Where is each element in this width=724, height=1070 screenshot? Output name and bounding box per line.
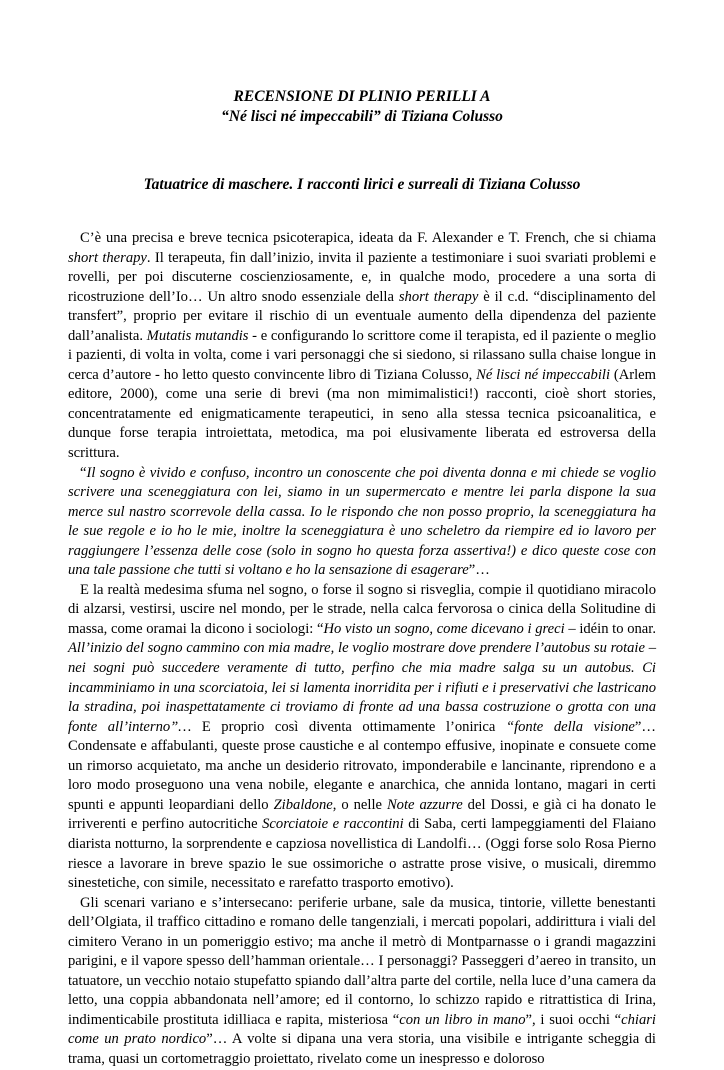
paragraph-4: Gli scenari variano e s’intersecano: periferie urbane, sale da musica, tintorie, villette benestanti dell’Olgiata, il traffico cittadino e romano delle tangenziali, i mercati popolari, addirittura i viali del cimitero Verano in un pomeriggio estivo; ma anche il metrò di Montparnasse o i grandi magazzini parigini, e il vapore spesso dell’hamman orientale… I personaggi? Passeggeri d’aereo in transito, un tatuatore, un vecchio notaio stupefatto spiando dall’altra parte del cortile, nella luce d’una camera da letto, una coppia abbandonata nell’amore; ed il contorno, lo schizzo rapido e ritrattistica di Irina, indimenticabile prostituta idilliaca e rapita, misteriosa “con un libro in mano”, i suoi occhi “chiari come un prato nordico”… A volte si dipana una vera storia, una visibile e intrigante scheggia di trama, quasi un cortometraggio proiettato, rivelato come un inespresso e doloroso xyxy=(68,894,656,1067)
paragraph-1: C’è una precisa e breve tecnica psicoterapica, ideata da F. Alexander e T. French, che si chiama short therapy. Il terapeuta, fin dall’inizio, invita il paziente a testimoniare i suoi svariati problemi e rovelli, per poi discuterne coscienziosamente, e, in qualche modo, procedere a una sorta di ricostruzione dell’Io… Un altro snodo essenziale della short therapy è il c.d. “disciplinamento del transfert”, proprio per evitare il rischio di un eventuale aumento della dipendenza del paziente dall’analista. Mutatis mutandis - e configurando lo scrittore come il terapista, ed il paziente o meglio i pazienti, di volta in volta, come i vari personaggi che si siedono, si rilassano sulla chaise longue in cerca d’autore - ho letto questo convincente libro di Tiziana Colusso, Né lisci né impeccabili (Arlem editore, 2000), come una serie di brevi (ma non mimimalistici!) racconti, cioè short stories, concentratamente ed enigmaticamente terapeutici, in seno alla stessa tecnica psicoanalitica, e dunque forse terapia introiettata, metodica, ma poi elusivamente liberata ed estroversa della scrittura. xyxy=(68,230,656,462)
book-title: “Né lisci né impeccabili” di Tiziana Colusso xyxy=(221,108,503,125)
article-subtitle: Tatuatrice di maschere. I racconti lirici e surreali di Tiziana Colusso xyxy=(143,176,581,193)
review-title: RECENSIONE DI PLINIO PERILLI A xyxy=(233,88,491,105)
paragraph-2-dream-quote: “Il sogno è vivido e confuso, incontro un conoscente che poi diventa donna e mi chiede se voglio scrivere una sceneggiatura con lei, siamo in un supermercato e mentre lei parla dispone la sua merce sul nastro scorrevole della cassa. Io le rispondo che non posso proprio, la sceneggiatura ha le sue regole e io ho le mie, inoltre la sceneggiatura è uno scheletro da riempire ed io lavoro per raggiungere l’essenza delle cose (solo in sogno ho questa forza assertiva!) e dico queste cose con una tale passione che tutti si voltano e ho la sensazione di esagerare”… xyxy=(68,464,656,579)
article-body xyxy=(68,229,656,1070)
paragraph-3: E la realtà medesima sfuma nel sogno, o forse il sogno si risveglia, compie il quotidiano miracolo di alzarsi, vestirsi, uscire nel mondo, per le strade, nella calca fervorosa o cinica della Solitudine di massa, come oramai la dicono i sociologi: “Ho visto un sogno, come dicevano i greci – idéin to onar. All’inizio del sogno cammino con mia madre, le voglio mostrare dove prendere l’autobus su rotaie – nei sogni può succedere veramente di tutto, perfino che mia madre salga su un autobus. Ci incamminiamo in una scorciatoia, lei si lamenta inorridita per i rifiuti e i preservativi che lastricano la stradina, poi inaspettatamente ci troviamo di fronte ad una bassa costruzione o grotta con una fonte all’interno”… E proprio così diventa ottimamente l’onirica “fonte della visione”… Condensate e affabulanti, queste prose caustiche e al contempo effusive, inopinate e consuete come un rimorso acquietato, ma anche un desiderio ritrovato, imponderabile e lancinante, riprendono e a loro modo proseguono una vena nobile, elegante e anarchica, che annida lontano, magari in certi spunti e appunti leopardiani dello Zibaldone, o nelle Note azzurre del Dossi, e già ci ha donato le irriverenti e perfino autocritiche Scorciatoie e raccontini di Saba, certi lampeggiamenti del Flaiano diarista notturno, la sorprendente e capziosa novellistica di Landolfi… (Oggi forse solo Rosa Pierno riesce a lavorare in breve spazio le sue ossimoriche o astratte prose visive, o musicali, diremmo sinestetiche, con simile, necessitato e rarefatto trasporto emotivo). xyxy=(68,581,656,892)
